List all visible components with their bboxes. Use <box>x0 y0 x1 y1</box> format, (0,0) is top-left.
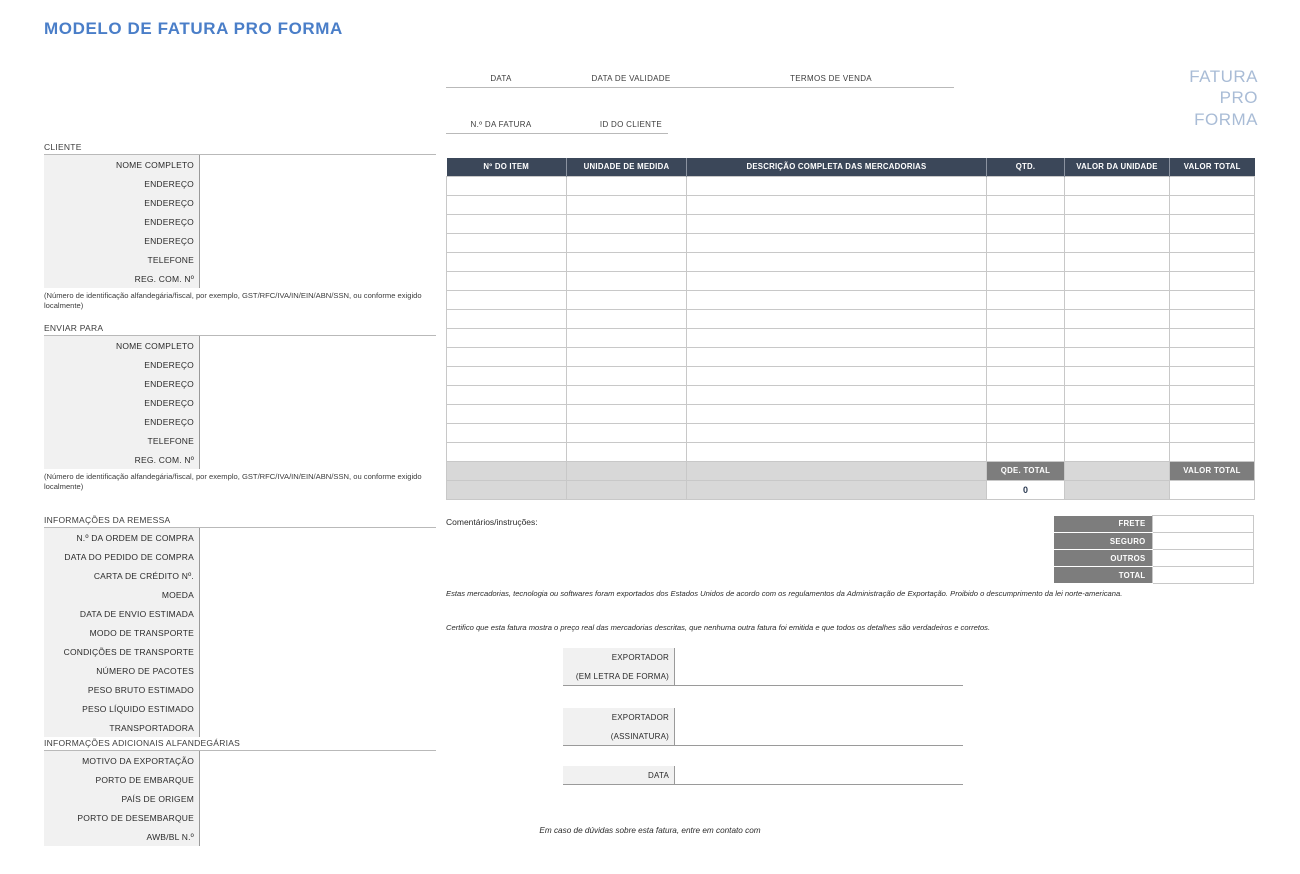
table-row <box>447 233 1255 252</box>
form-row-label: PORTO DE DESEMBARQUE <box>44 808 200 827</box>
form-row <box>44 355 436 374</box>
form-row-label: ENDEREÇO <box>44 412 200 431</box>
table-cell[interactable] <box>567 252 687 271</box>
form-row-label: ENDEREÇO <box>44 193 200 212</box>
form-row-label: PESO BRUTO ESTIMADO <box>44 680 200 699</box>
form-row-label: PAÍS DE ORIGEM <box>44 789 200 808</box>
customer-block-title: CLIENTE <box>44 142 82 152</box>
shipment-block <box>44 515 436 737</box>
table-cell[interactable] <box>1065 271 1170 290</box>
form-row <box>44 718 436 737</box>
header-label-data: DATA <box>490 74 512 83</box>
shipto-note: (Número de identificação alfandegária/fiscal, por exemplo, GST/RFC/IVA/IN/EIN/ABN/SSN, ou conforme exigido localmente) <box>44 472 422 492</box>
charges-value[interactable] <box>1152 567 1254 584</box>
charges-value[interactable] <box>1152 550 1254 567</box>
shipto-block-title: ENVIAR PARA <box>44 323 104 333</box>
table-cell[interactable] <box>447 328 567 347</box>
table-cell[interactable] <box>567 233 687 252</box>
totals-spacer-1 <box>447 461 567 480</box>
form-row-input[interactable] <box>200 155 436 174</box>
table-cell[interactable] <box>687 366 987 385</box>
form-row-input[interactable] <box>200 231 436 250</box>
form-row-input[interactable] <box>200 718 436 737</box>
items-table <box>446 158 1255 500</box>
table-cell[interactable] <box>567 404 687 423</box>
table-cell[interactable] <box>447 290 567 309</box>
form-row <box>44 699 436 718</box>
table-cell[interactable] <box>687 290 987 309</box>
totals-value-row <box>447 480 1255 499</box>
form-row <box>44 585 436 604</box>
form-row <box>44 808 436 827</box>
table-cell[interactable] <box>567 195 687 214</box>
form-row-input[interactable] <box>200 604 436 623</box>
table-cell[interactable] <box>987 366 1065 385</box>
header-label-num-fatura: N.º DA FATURA <box>470 120 532 129</box>
table-cell[interactable] <box>567 328 687 347</box>
table-row <box>447 309 1255 328</box>
charges-label: TOTAL <box>1054 567 1152 584</box>
col-total-value: VALOR TOTAL <box>1170 158 1255 176</box>
form-row <box>44 374 436 393</box>
customer-rows <box>44 154 436 288</box>
charges-value[interactable] <box>1152 533 1254 550</box>
form-row-label: ENDEREÇO <box>44 174 200 193</box>
form-row-label: TELEFONE <box>44 431 200 450</box>
table-cell[interactable] <box>447 366 567 385</box>
form-row <box>44 431 436 450</box>
items-table-body <box>447 176 1255 461</box>
form-row <box>44 528 436 547</box>
form-row <box>44 212 436 231</box>
form-row <box>44 250 436 269</box>
table-cell[interactable] <box>447 385 567 404</box>
table-cell[interactable] <box>1065 290 1170 309</box>
signature-block-signature <box>563 708 963 746</box>
table-row <box>447 404 1255 423</box>
form-row-label: NÚMERO DE PACOTES <box>44 661 200 680</box>
table-cell[interactable] <box>987 271 1065 290</box>
form-row <box>44 155 436 174</box>
signature-block-date <box>563 766 963 785</box>
table-cell[interactable] <box>987 252 1065 271</box>
table-row <box>447 385 1255 404</box>
table-cell[interactable] <box>1065 423 1170 442</box>
table-cell[interactable] <box>1170 176 1255 195</box>
totals-spacer-7 <box>687 480 987 499</box>
form-row-label: ENDEREÇO <box>44 231 200 250</box>
table-cell[interactable] <box>687 271 987 290</box>
table-cell[interactable] <box>447 214 567 233</box>
signature-row-line3 <box>563 708 963 727</box>
charges-row <box>1054 533 1254 550</box>
charges-value[interactable] <box>1152 516 1254 533</box>
signature-label-date: DATA <box>563 766 675 784</box>
table-cell[interactable] <box>687 233 987 252</box>
table-cell[interactable] <box>1170 195 1255 214</box>
brand-line-2: PRO <box>1219 88 1258 108</box>
table-cell[interactable] <box>687 176 987 195</box>
form-row <box>44 393 436 412</box>
table-cell[interactable] <box>1065 366 1170 385</box>
table-cell[interactable] <box>447 195 567 214</box>
charges-label: FRETE <box>1054 516 1152 533</box>
form-row <box>44 751 436 770</box>
form-row-label: PORTO DE EMBARQUE <box>44 770 200 789</box>
form-row <box>44 604 436 623</box>
form-row-input[interactable] <box>200 193 436 212</box>
table-cell[interactable] <box>1065 309 1170 328</box>
qty-total-value[interactable]: 0 <box>987 480 1065 499</box>
form-row-label: REG. COM. Nº <box>44 450 200 469</box>
table-cell[interactable] <box>687 385 987 404</box>
col-item-number: Nº DO ITEM <box>447 158 567 176</box>
table-cell[interactable] <box>987 309 1065 328</box>
shipment-block-title: INFORMAÇÕES DA REMESSA <box>44 515 171 525</box>
table-cell[interactable] <box>687 442 987 461</box>
table-cell[interactable] <box>447 309 567 328</box>
table-cell[interactable] <box>1170 252 1255 271</box>
table-cell[interactable] <box>687 347 987 366</box>
header-label-id-cliente: ID DO CLIENTE <box>599 120 663 129</box>
form-row-input[interactable] <box>200 393 436 412</box>
table-cell[interactable] <box>1170 366 1255 385</box>
charges-table <box>1054 515 1254 584</box>
form-row-label: REG. COM. Nº <box>44 269 200 288</box>
table-cell[interactable] <box>987 347 1065 366</box>
form-row-input[interactable] <box>200 174 436 193</box>
col-description: DESCRIÇÃO COMPLETA DAS MERCADORIAS <box>687 158 987 176</box>
table-cell[interactable] <box>1065 252 1170 271</box>
customer-note: (Número de identificação alfandegária/fiscal, por exemplo, GST/RFC/IVA/IN/EIN/ABN/SSN, ou conforme exigido localmente) <box>44 291 422 311</box>
charges-row <box>1054 516 1254 533</box>
table-cell[interactable] <box>567 271 687 290</box>
form-row-label: PESO LÍQUIDO ESTIMADO <box>44 699 200 718</box>
legal-text-certification: Certifico que esta fatura mostra o preço real das mercadorias descritas, que nenhuma outra fatura foi emitida e que todos os detalhes são verdadeiros e corretos. <box>446 623 991 632</box>
table-cell[interactable] <box>1065 404 1170 423</box>
table-cell[interactable] <box>1170 328 1255 347</box>
table-cell[interactable] <box>687 328 987 347</box>
form-row <box>44 642 436 661</box>
signature-label-1b: (EM LETRA DE FORMA) <box>563 667 675 685</box>
form-row-input[interactable] <box>200 374 436 393</box>
table-cell[interactable] <box>447 271 567 290</box>
table-cell[interactable] <box>567 309 687 328</box>
form-row-input[interactable] <box>200 336 436 355</box>
table-row <box>447 347 1255 366</box>
form-row <box>44 450 436 469</box>
form-row-input[interactable] <box>200 585 436 604</box>
charges-row <box>1054 567 1254 584</box>
table-cell[interactable] <box>1065 347 1170 366</box>
charges-body <box>1054 516 1254 584</box>
form-row-input[interactable] <box>200 751 436 770</box>
form-row-input[interactable] <box>200 547 436 566</box>
shipto-block <box>44 323 436 493</box>
signature-input-1b[interactable] <box>675 667 963 685</box>
table-cell[interactable] <box>987 214 1065 233</box>
table-cell[interactable] <box>567 214 687 233</box>
form-row-input[interactable] <box>200 680 436 699</box>
form-row-label: MOTIVO DA EXPORTAÇÃO <box>44 751 200 770</box>
form-row-label: N.º DA ORDEM DE COMPRA <box>44 528 200 547</box>
table-cell[interactable] <box>1065 233 1170 252</box>
signature-label-2b: (ASSINATURA) <box>563 727 675 745</box>
form-row <box>44 623 436 642</box>
table-cell[interactable] <box>987 404 1065 423</box>
table-cell[interactable] <box>567 176 687 195</box>
form-row <box>44 193 436 212</box>
value-total-value[interactable] <box>1170 480 1255 499</box>
table-cell[interactable] <box>447 176 567 195</box>
signature-row-date <box>563 766 963 785</box>
table-cell[interactable] <box>1170 423 1255 442</box>
form-row <box>44 680 436 699</box>
table-row <box>447 366 1255 385</box>
shipment-rows <box>44 527 436 737</box>
form-row-label: MODO DE TRANSPORTE <box>44 623 200 642</box>
table-cell[interactable] <box>1170 233 1255 252</box>
form-row <box>44 547 436 566</box>
form-row-label: AWB/BL N.º <box>44 827 200 846</box>
qty-total-label: QDE. TOTAL <box>987 461 1065 480</box>
form-row-input[interactable] <box>200 642 436 661</box>
form-row-label: MOEDA <box>44 585 200 604</box>
form-row-label: NOME COMPLETO <box>44 336 200 355</box>
charges-row <box>1054 550 1254 567</box>
table-cell[interactable] <box>447 404 567 423</box>
table-cell[interactable] <box>447 347 567 366</box>
form-row <box>44 789 436 808</box>
table-cell[interactable] <box>687 423 987 442</box>
table-cell[interactable] <box>687 309 987 328</box>
table-cell[interactable] <box>987 385 1065 404</box>
form-row-input[interactable] <box>200 431 436 450</box>
header-label-termos: TERMOS DE VENDA <box>790 74 872 83</box>
charges-label: SEGURO <box>1054 533 1152 550</box>
charges-label: OUTROS <box>1054 550 1152 567</box>
form-row-input[interactable] <box>200 412 436 431</box>
form-row-label: CARTA DE CRÉDITO Nº. <box>44 566 200 585</box>
header-line-second[interactable] <box>446 133 668 134</box>
form-row-input[interactable] <box>200 770 436 789</box>
table-cell[interactable] <box>567 366 687 385</box>
table-row <box>447 271 1255 290</box>
brand-line-1: FATURA <box>1189 67 1258 86</box>
signature-block-printed <box>563 648 963 686</box>
table-cell[interactable] <box>1170 271 1255 290</box>
brand-line-3: FORMA <box>1194 109 1258 129</box>
table-cell[interactable] <box>987 328 1065 347</box>
form-row-input[interactable] <box>200 808 436 827</box>
form-row <box>44 770 436 789</box>
table-cell[interactable] <box>447 252 567 271</box>
table-row <box>447 423 1255 442</box>
table-row <box>447 328 1255 347</box>
table-cell[interactable] <box>1065 328 1170 347</box>
brand-logo <box>1189 66 1258 130</box>
header-line-top[interactable] <box>446 87 954 88</box>
col-unit-measure: UNIDADE DE MEDIDA <box>567 158 687 176</box>
form-row-input[interactable] <box>200 528 436 547</box>
table-cell[interactable] <box>687 214 987 233</box>
signature-label-2a: EXPORTADOR <box>563 708 675 727</box>
table-cell[interactable] <box>987 423 1065 442</box>
customer-block <box>44 142 436 312</box>
signature-label-1a: EXPORTADOR <box>563 648 675 667</box>
signature-input-date[interactable] <box>675 766 963 784</box>
totals-spacer-8 <box>1065 480 1170 499</box>
table-cell[interactable] <box>1170 290 1255 309</box>
table-cell[interactable] <box>987 233 1065 252</box>
totals-spacer-3 <box>687 461 987 480</box>
signature-row-line4 <box>563 727 963 746</box>
table-cell[interactable] <box>1065 214 1170 233</box>
table-cell[interactable] <box>687 404 987 423</box>
table-row <box>447 214 1255 233</box>
signature-input-2b[interactable] <box>675 727 963 745</box>
table-cell[interactable] <box>567 442 687 461</box>
page-title: MODELO DE FATURA PRO FORMA <box>44 19 343 38</box>
totals-label-row <box>447 461 1255 480</box>
table-cell[interactable] <box>1170 404 1255 423</box>
items-table-header-row <box>447 158 1255 176</box>
form-row <box>44 231 436 250</box>
form-row-input[interactable] <box>200 450 436 469</box>
totals-spacer-5 <box>447 480 567 499</box>
form-row-input[interactable] <box>200 699 436 718</box>
form-row-label: DATA DO PEDIDO DE COMPRA <box>44 547 200 566</box>
table-cell[interactable] <box>987 290 1065 309</box>
col-unit-value: VALOR DA UNIDADE <box>1065 158 1170 176</box>
signature-input-2a[interactable] <box>675 708 963 727</box>
form-row-label: ENDEREÇO <box>44 212 200 231</box>
table-cell[interactable] <box>1170 442 1255 461</box>
table-cell[interactable] <box>447 423 567 442</box>
customs-block-title: INFORMAÇÕES ADICIONAIS ALFANDEGÁRIAS <box>44 738 241 748</box>
form-row-input[interactable] <box>200 212 436 231</box>
form-row-label: TELEFONE <box>44 250 200 269</box>
form-row-label: ENDEREÇO <box>44 355 200 374</box>
form-row <box>44 412 436 431</box>
table-cell[interactable] <box>1170 385 1255 404</box>
form-row-label: ENDEREÇO <box>44 374 200 393</box>
signature-row-line2 <box>563 667 963 686</box>
form-row-label: NOME COMPLETO <box>44 155 200 174</box>
form-row-input[interactable] <box>200 566 436 585</box>
form-row-label: ENDEREÇO <box>44 393 200 412</box>
value-total-label: VALOR TOTAL <box>1170 461 1255 480</box>
table-row <box>447 290 1255 309</box>
table-cell[interactable] <box>447 233 567 252</box>
table-row <box>447 195 1255 214</box>
table-cell[interactable] <box>687 195 987 214</box>
table-cell[interactable] <box>987 176 1065 195</box>
legal-text-export: Estas mercadorias, tecnologia ou softwares foram exportados dos Estados Unidos de acordo com os regulamentos da Administração de Exportação. Proibido o descumprimento da lei norte-americana. <box>446 589 1123 598</box>
form-row <box>44 566 436 585</box>
form-row <box>44 336 436 355</box>
form-row-label: CONDIÇÕES DE TRANSPORTE <box>44 642 200 661</box>
comments-label: Comentários/instruções: <box>446 517 538 527</box>
table-cell[interactable] <box>1065 385 1170 404</box>
table-cell[interactable] <box>687 252 987 271</box>
table-cell[interactable] <box>1170 214 1255 233</box>
totals-spacer-4 <box>1065 461 1170 480</box>
form-row <box>44 661 436 680</box>
table-cell[interactable] <box>1170 347 1255 366</box>
form-row <box>44 269 436 288</box>
header-label-validade: DATA DE VALIDADE <box>591 74 671 83</box>
table-cell[interactable] <box>1065 195 1170 214</box>
shipto-rows <box>44 335 436 469</box>
form-row-label: DATA DE ENVIO ESTIMADA <box>44 604 200 623</box>
signature-row-line1 <box>563 648 963 667</box>
form-row-input[interactable] <box>200 789 436 808</box>
table-cell[interactable] <box>1065 176 1170 195</box>
form-row-input[interactable] <box>200 355 436 374</box>
table-row <box>447 176 1255 195</box>
form-row-input[interactable] <box>200 269 436 288</box>
form-row-input[interactable] <box>200 250 436 269</box>
table-cell[interactable] <box>447 442 567 461</box>
table-cell[interactable] <box>1065 442 1170 461</box>
form-row-input[interactable] <box>200 623 436 642</box>
table-cell[interactable] <box>567 423 687 442</box>
form-row-label: TRANSPORTADORA <box>44 718 200 737</box>
table-cell[interactable] <box>567 290 687 309</box>
table-cell[interactable] <box>1170 309 1255 328</box>
table-row <box>447 442 1255 461</box>
signature-input-1a[interactable] <box>675 648 963 667</box>
table-cell[interactable] <box>567 385 687 404</box>
table-cell[interactable] <box>567 347 687 366</box>
form-row-input[interactable] <box>200 661 436 680</box>
table-cell[interactable] <box>987 442 1065 461</box>
footer-contact-note: Em caso de dúvidas sobre esta fatura, entre em contato com <box>539 826 761 835</box>
col-qty: QTD. <box>987 158 1065 176</box>
totals-spacer-2 <box>567 461 687 480</box>
table-cell[interactable] <box>987 195 1065 214</box>
totals-spacer-6 <box>567 480 687 499</box>
form-row <box>44 174 436 193</box>
table-row <box>447 252 1255 271</box>
